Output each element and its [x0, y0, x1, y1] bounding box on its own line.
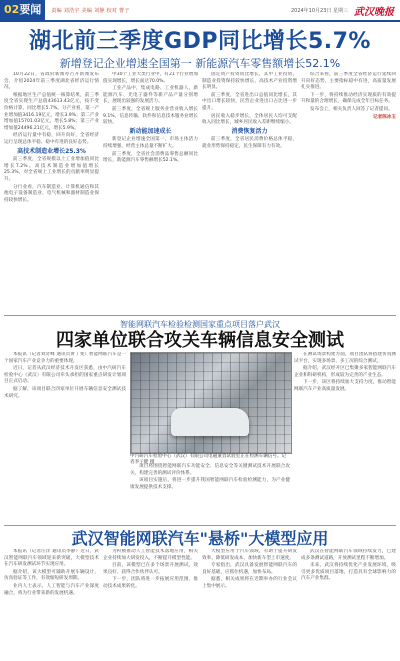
story3-body — [0, 549, 400, 661]
story3-column-3 — [202, 549, 297, 661]
story1-column-4 — [301, 72, 396, 312]
paragraph: 近日，记者从武汉经济技术开发区获悉，由中汽研汽车检验中心（武汉）有限公司牵头承担的国家重点研发计划项目正式启动。 — [4, 366, 126, 385]
story1-column-3 — [202, 72, 297, 312]
paragraph: 前三季度，全省规模以上工业增加值同比增长7.2%。高技术制造业增加值增长25.3%，对全省规上工业增长的贡献率明显提升。 — [4, 157, 99, 182]
paragraph: 业内人士表示，人工智能与汽车产业深度融合，将为行业带来新的发展机遇。 — [4, 583, 99, 596]
anechoic-chamber-photo — [130, 352, 292, 454]
paragraph: 中30个工业大类行业中，有21个行业增加值实现增长，增长面达70.0%。 — [103, 72, 198, 84]
paragraph: 工业产品中，集成电路、工业机器人、新能源汽车、光电子器件等新产品产量分别增长，展现出较强的发展活力。 — [103, 86, 198, 105]
editor-credits: 责编 刘浩宇 美编 刘静 校对 曹子 — [51, 7, 130, 14]
paragraph: 发布会上，相关负责人回答了记者提问。 — [310, 106, 393, 112]
section-tag — [0, 0, 45, 20]
section-name: 要闻 — [19, 3, 42, 16]
paragraph: 下一步，团队将进一步拓展应用范围，推动技术成果转化。 — [103, 577, 198, 589]
paragraph: 综合来看，前三季度全省经济运行延续回升向好态势，主要指标稳中有进，高质量发展扎实推进。 — [301, 72, 396, 91]
newspaper-logo: 武汉晚报 — [354, 6, 394, 18]
story3-column-2 — [103, 549, 198, 661]
paragraph: 10月22日，省政府新闻办召开新闻发布会，介绍2024年前三季度湖北省经济运行情况。 — [4, 72, 99, 91]
paragraph: 固定资产投资同比增长，其中工业投资、制造业投资保持较快增长，高技术产业投资增长明显。 — [202, 72, 297, 91]
story2-body — [0, 352, 400, 522]
paragraph: 目前，该模型已在多个场景开展测试，效果良好，获得合作伙伴认可。 — [103, 563, 198, 575]
paragraph: 前三季度，全省居民消费价格总体平稳，就业形势保持稳定，民生保障有力有效。 — [202, 137, 297, 149]
story2-column-3 — [294, 352, 396, 522]
paragraph: 居民收入稳步增长，全体居民人均可支配收入同比增长，城乡居民收入差距继续缩小。 — [202, 113, 297, 126]
paragraph: 下一步，该区将持续加大支持力度，推动智能网联汽车产业高质量发展。 — [294, 380, 396, 392]
paragraph: 据介绍，武汉经开区已集聚多家智能网联汽车企业和科研机构，形成较为完善的产业生态。 — [294, 366, 396, 378]
divider — [4, 315, 396, 316]
paragraph: 专家指出，武汉具备发展智能网联汽车的良好基础，应抓住机遇，加快布局。 — [202, 563, 297, 575]
paragraph: 该项目实施后，将进一步提升我国智能网联汽车检验检测能力，为产业健康发展提供技术支撑。 — [130, 478, 290, 490]
paragraph: 据悉，相关成果将在近期举办的行业会议上集中展示。 — [202, 577, 297, 589]
story1-subhead: 新增登记企业增速全国第一 新能源汽车零售额增长52.1% — [59, 57, 341, 70]
test-vehicle — [171, 408, 249, 436]
story1-section-heading-1: 高技术制造业增长25.3% — [17, 147, 86, 155]
paragraph: 前三季度，全省社会消费品零售总额同比增长，新能源汽车零售额增长52.1%。 — [103, 151, 198, 164]
story1-section-heading-3: 消费恢复活力 — [231, 127, 268, 135]
paragraph: 根据地区生产总值统一核算结果，前三季度全省实现生产总值43613.43亿元，按不变价格计算，同比增长5.7%。分产业看，第一产业增加值3416.19亿元，增长3.9%；第二产业增加值15701.03亿元，增长5.8%；第三产业增加值24496.21亿元，增长5.9%。 — [4, 92, 99, 131]
story1-headline: 湖北前三季度GDP同比增长5.7% — [29, 29, 371, 54]
story1-section-heading-2: 新动能加速成长 — [129, 127, 172, 135]
paragraph: 未来，武汉将持续优化产业发展环境，吸引更多优质项目落地，打造具有全球影响力的汽车产业集群。 — [301, 563, 396, 582]
paragraph: 新登记企业增速全国第一，市场主体活力持续增强，经营主体总量不断扩大。 — [103, 137, 198, 149]
paragraph: 本报讯（记者汪洋 通讯员李静）近日，武汉智能网联汽车领域迎来新突破，大模型技术在汽车研发测试环节实现应用。 — [4, 549, 99, 568]
story1-column-2 — [103, 72, 198, 312]
masthead — [0, 0, 400, 22]
story3-column-1 — [4, 549, 99, 661]
paragraph: 下一步，将持续推动经济实现质的有效提升和量的合理增长，确保完成全年目标任务。 — [301, 92, 396, 105]
story1-body — [0, 72, 400, 312]
story2-column-1 — [4, 352, 126, 522]
issue-date: 2024年10月23日 星期三 — [290, 7, 348, 14]
divider — [4, 525, 396, 526]
paragraph: 据介绍，该大模型可辅助开展车辆设计、仿真验证等工作，有效缩短研发周期。 — [4, 569, 99, 582]
paragraph: 大模型应用于汽车领域，有助于提升研发效率、降低研发成本，加快新车型上市速度。 — [202, 549, 297, 561]
story2-headline: 四家单位联合攻关车辆信息安全测试 — [56, 330, 344, 351]
paragraph: 项目将围绕智能网联汽车功能安全、信息安全等关键测试技术开展联合攻关，构建完善的测试评价体系。 — [130, 464, 290, 476]
story1-byline: 记者陈冰玉 — [373, 114, 396, 120]
paragraph: 经济运行量中有稳，回升向好，全省经济运行呈现总体平稳、稳中有进的良好态势。 — [4, 133, 99, 145]
paragraph: 本报讯（记者刘奇峰 通讯员黄丁斐）智能网联汽车是一个国家汽车产业竞争力的重要体现。 — [4, 352, 126, 364]
story1-column-1 — [4, 72, 99, 312]
paragraph: 武汉在智能网联汽车领域持续发力，已建成多条测试道路，开放测试里程不断增加。 — [301, 549, 396, 561]
paragraph: 在测试场景构建方面，项目团队将搭建仿真测试平台，实现多场景、多工况的综合测试。 — [294, 352, 396, 364]
photo-caption: 中汽研汽车检验中心（武汉）有限公司电磁兼容试验室正在检测车辆信号。记者李子健 摄 — [130, 454, 287, 465]
paragraph: 分行业看，汽车制造业、计算机通信和其他电子设备制造业、电气机械和器材制造业保持较快增长。 — [4, 184, 99, 203]
paragraph: 前三季度，全省规上服务业营业收入增长9.1%，信息传输、软件和信息技术服务业增长较快。 — [103, 106, 198, 126]
paragraph: 前三季度，全省进出口总值同比增长，其中出口增长较快，民营企业进出口占比进一步提升。 — [202, 92, 297, 111]
paragraph: 据了解，该项目联合四家单位开展车辆信息安全测试技术研究。 — [4, 386, 126, 399]
story2-kicker: 智能网联汽车检验检测国家重点项目落户武汉 — [120, 320, 280, 329]
story3-column-4 — [301, 549, 396, 661]
story3-headline: 武汉智能网联汽车"悬桥"大模型应用 — [71, 529, 329, 548]
chamber-wall-pattern — [131, 353, 291, 453]
section-number: 02 — [4, 3, 20, 16]
paragraph: 为积极推动人工智能技术落地应用，相关企业持续加大研发投入，不断提升模型性能。 — [103, 549, 198, 561]
